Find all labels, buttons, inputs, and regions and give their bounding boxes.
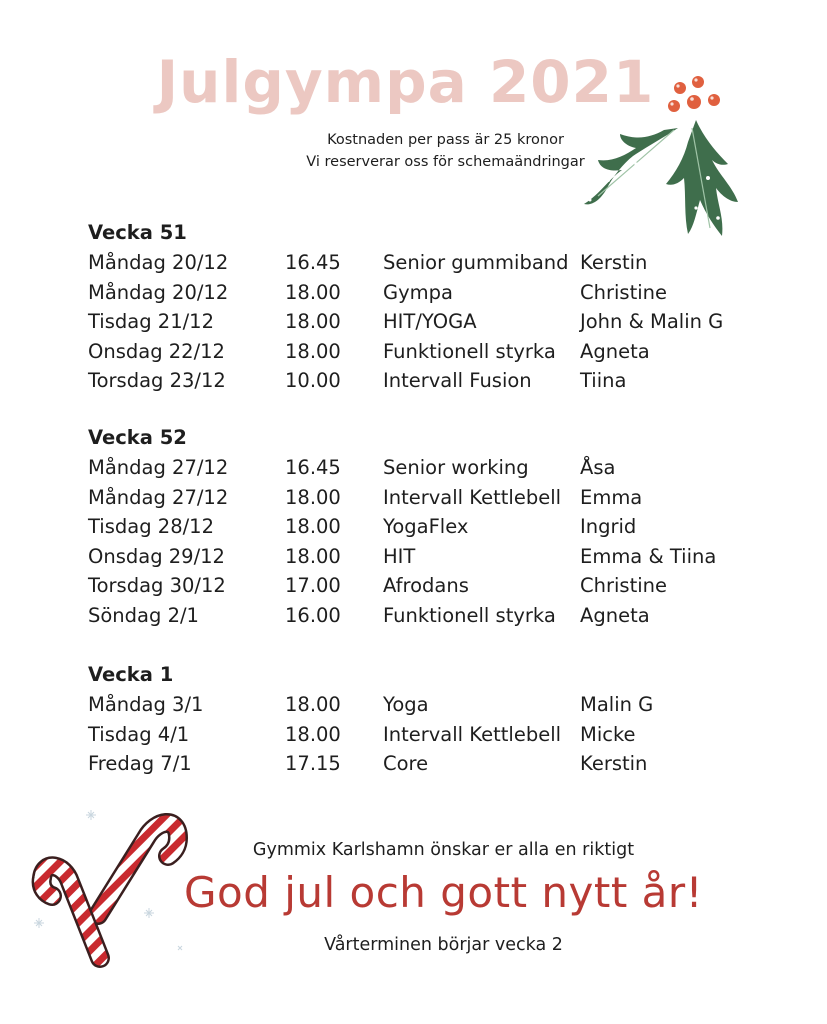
leader-cell: Emma & Tiina	[580, 544, 717, 568]
class-cell: Funktionell styrka	[383, 339, 556, 363]
time-cell: 16.45	[285, 456, 341, 479]
day-cell: Onsdag 29/12	[88, 544, 225, 568]
class-cell: YogaFlex	[383, 515, 469, 538]
day-cell: Måndag 27/12	[88, 456, 229, 479]
time-cell: 16.00	[285, 603, 341, 627]
class-cell: Intervall Fusion	[383, 369, 532, 392]
schedule-row	[88, 248, 768, 278]
day-cell: Tisdag 28/12	[88, 515, 214, 538]
schedule-row	[88, 601, 768, 631]
holiday-greeting: God jul och gott nytt år!	[183, 868, 704, 917]
class-cell: Gympa	[383, 280, 453, 304]
schedule-row	[88, 542, 768, 572]
leader-cell: Åsa	[580, 456, 616, 479]
leader-cell: Kerstin	[580, 752, 648, 775]
class-cell: Senior gummiband	[383, 251, 569, 274]
week-1-section	[88, 660, 768, 779]
day-cell: Torsdag 23/12	[88, 369, 226, 392]
class-cell: Afrodans	[383, 574, 469, 597]
leader-cell: Kerstin	[580, 251, 648, 274]
leader-cell: Tiina	[580, 369, 627, 392]
leader-cell: Christine	[580, 280, 667, 304]
leader-cell: Ingrid	[580, 515, 637, 538]
time-cell: 17.00	[285, 574, 341, 597]
schedule-row	[88, 720, 768, 750]
day-cell: Onsdag 22/12	[88, 339, 225, 363]
greeting-intro: Gymmix Karlshamn önskar er alla en riktigt	[252, 840, 635, 860]
schedule-row	[88, 749, 768, 779]
day-cell: Tisdag 4/1	[88, 722, 190, 746]
leader-cell: John & Malin G	[580, 310, 724, 333]
day-cell: Måndag 27/12	[88, 485, 229, 509]
day-cell: Måndag 20/12	[88, 251, 229, 274]
leader-cell: Christine	[580, 574, 667, 597]
class-cell: HIT	[383, 544, 416, 568]
time-cell: 18.00	[285, 515, 341, 538]
schedule-disclaimer: Vi reserverar oss för schemaändringar	[306, 154, 585, 170]
day-cell: Måndag 3/1	[88, 693, 204, 716]
week-title: Vecka 52	[88, 426, 187, 449]
schedule-row	[88, 571, 768, 601]
holly-berries	[668, 76, 720, 112]
week-title: Vecka 51	[88, 221, 187, 244]
class-cell: HIT/YOGA	[383, 310, 477, 333]
schedule-row	[88, 307, 768, 337]
schedule-row	[88, 690, 768, 720]
time-cell: 18.00	[285, 544, 341, 568]
leader-cell: Malin G	[580, 693, 654, 716]
time-cell: 18.00	[285, 280, 341, 304]
class-cell: Intervall Kettlebell	[383, 722, 562, 746]
time-cell: 18.00	[285, 339, 341, 363]
schedule-row	[88, 512, 768, 542]
time-cell: 18.00	[285, 722, 341, 746]
page-title: Julgympa 2021	[156, 48, 655, 116]
day-cell: Torsdag 30/12	[88, 574, 226, 597]
day-cell: Fredag 7/1	[88, 752, 192, 775]
schedule-row	[88, 453, 768, 483]
class-cell: Senior working	[383, 456, 529, 479]
day-cell: Söndag 2/1	[88, 603, 199, 627]
week-52-section	[88, 423, 768, 630]
week-51-section	[88, 218, 768, 396]
schedule-row	[88, 278, 768, 308]
class-cell: Yoga	[383, 693, 429, 716]
class-cell: Core	[383, 752, 429, 775]
time-cell: 17.15	[285, 752, 341, 775]
leader-cell: Agneta	[580, 339, 650, 363]
class-cell: Intervall Kettlebell	[383, 485, 562, 509]
leader-cell: Agneta	[580, 603, 650, 627]
time-cell: 18.00	[285, 485, 341, 509]
time-cell: 18.00	[285, 693, 341, 716]
time-cell: 18.00	[285, 310, 341, 333]
time-cell: 16.45	[285, 251, 341, 274]
spring-term-note: Vårterminen börjar vecka 2	[324, 935, 563, 955]
class-cell: Funktionell styrka	[383, 603, 556, 627]
schedule-row	[88, 366, 768, 396]
leader-cell: Micke	[580, 722, 636, 746]
week-title: Vecka 1	[88, 663, 174, 686]
leader-cell: Emma	[580, 485, 643, 509]
cost-note: Kostnaden per pass är 25 kronor	[327, 132, 564, 148]
schedule-row	[88, 337, 768, 367]
day-cell: Tisdag 21/12	[88, 310, 214, 333]
day-cell: Måndag 20/12	[88, 280, 229, 304]
time-cell: 10.00	[285, 369, 341, 392]
schedule-row	[88, 483, 768, 513]
